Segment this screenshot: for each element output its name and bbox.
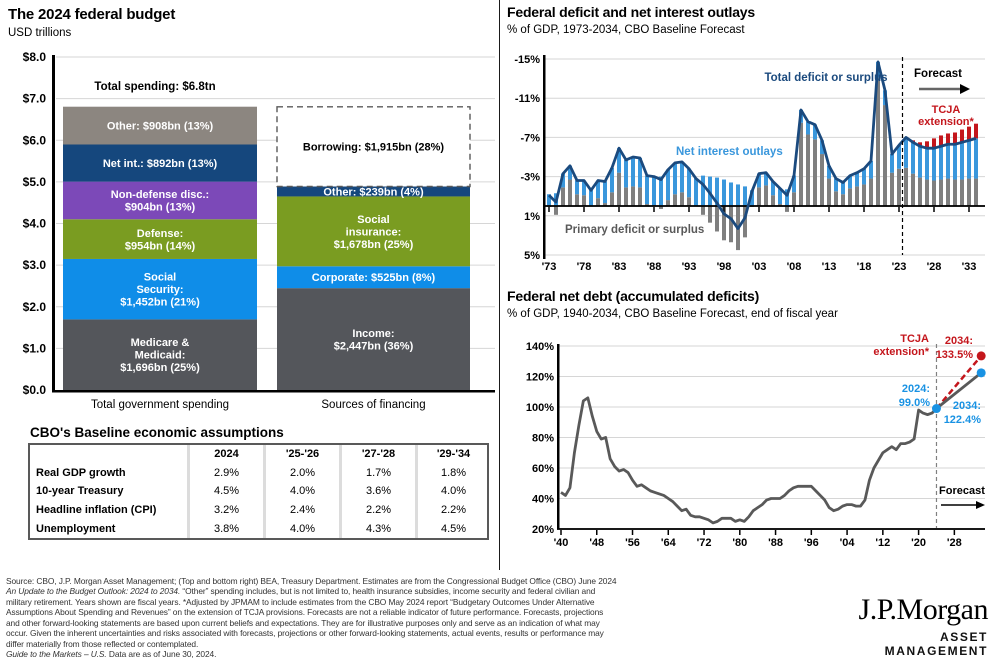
budget-stack-financing <box>277 107 470 390</box>
bar-segment-label: $1,678bn (25%) <box>333 238 414 251</box>
table-header-cell: '27-'28 <box>339 445 415 464</box>
primary-bar <box>813 139 817 206</box>
deficit-chart-subtitle: % of GDP, 1973-2034, CBO Baseline Forecast <box>507 24 745 36</box>
table-value-cell: 2.2% <box>415 501 489 520</box>
source-line: An Update to the Budget Outlook: 2024 to 2034. “Other” spending includes, but is not limited to, health insurance subsidies, income security and federal civilian and <box>6 586 596 597</box>
net-interest-bar <box>694 179 698 206</box>
primary-bar <box>925 180 929 206</box>
bar-segment-label: Other: $239bn (4%) <box>323 186 424 199</box>
axis-tick <box>583 207 585 212</box>
tcja-label: extension* <box>873 346 929 358</box>
bar-segment-label: Medicaid: <box>134 349 186 362</box>
x-tick-label: '78 <box>576 261 592 273</box>
debt-x-axis-labels <box>554 537 962 549</box>
bar-segment-label: Other: $908bn (13%) <box>106 120 214 133</box>
primary-bar <box>946 179 950 206</box>
bar-segment-label: $954bn (14%) <box>124 240 196 253</box>
debt-chart-title: Federal net debt (accumulated deficits) <box>507 288 760 304</box>
x-tick-label: '18 <box>856 261 872 273</box>
net-interest-bar <box>659 177 663 206</box>
primary-bar <box>834 191 838 206</box>
y-tick-label: $2.0 <box>22 299 46 314</box>
axis-tick <box>882 530 884 535</box>
y-tick-label: $8.0 <box>22 50 46 64</box>
total-spending-annotation: Total spending: $6.8tn <box>94 81 216 93</box>
deficit-chart <box>499 46 992 285</box>
data-point-2034-base <box>977 368 986 377</box>
y-tick-label: $1.0 <box>22 341 46 356</box>
y-tick-label: 140% <box>525 341 554 353</box>
assumptions-table <box>28 443 489 540</box>
primary-bar <box>827 179 831 206</box>
y-tick-label: $3.0 <box>22 258 46 273</box>
y-tick-label: -7% <box>520 132 540 145</box>
table-value-cell: 3.6% <box>339 482 415 501</box>
table-value-cell: 1.7% <box>339 464 415 483</box>
x-tick-label: '72 <box>696 537 712 549</box>
primary-bar <box>855 186 859 206</box>
y-tick-label: $7.0 <box>22 91 46 106</box>
x-tick-label: '80 <box>732 537 748 549</box>
source-line: Assumptions About Spending and Revenues” on the extension of TCJA provisions. Forecasts are not a reliable indicator of future performance. Forecasts, projections <box>6 607 604 618</box>
net-interest-bar <box>666 170 670 200</box>
primary-bar <box>932 181 936 206</box>
forecast-label: Forecast <box>939 485 985 497</box>
net-interest-bar <box>736 184 740 206</box>
y-tick-label: 120% <box>525 371 554 384</box>
x-tick-label: '56 <box>625 537 640 549</box>
net-debt-line <box>561 398 936 523</box>
budget-x-axis-labels <box>91 399 426 411</box>
axis-tick <box>596 530 598 535</box>
axis-tick <box>846 530 848 535</box>
deficit-panel-header <box>507 4 755 36</box>
tcja-extension-bar <box>946 133 950 144</box>
y-tick-label: -11% <box>514 93 540 106</box>
primary-bar <box>918 178 922 206</box>
axis-tick <box>668 530 670 535</box>
forecast-arrow-head <box>976 501 985 509</box>
deficit-zero-axis <box>544 205 985 207</box>
table-row-label: 10-year Treasury <box>36 485 124 498</box>
table-value-cell: 4.0% <box>415 482 489 501</box>
data-point-2024 <box>932 404 941 413</box>
jpmorgan-logo <box>834 593 988 658</box>
y-tick-label: 100% <box>525 402 554 414</box>
x-category-label: Sources of financing <box>321 399 426 411</box>
primary-bar <box>883 105 887 206</box>
primary-bar <box>904 168 908 206</box>
primary-bar <box>610 192 614 206</box>
primary-bar <box>967 179 971 206</box>
primary-bar <box>862 184 866 206</box>
deficit-chart-title: Federal deficit and net interest outlays <box>507 4 755 20</box>
assumptions-table-title: CBO's Baseline economic assumptions <box>30 425 284 440</box>
net-interest-bar <box>841 182 845 194</box>
debt-panel-header <box>507 288 838 320</box>
primary-bar <box>596 198 600 206</box>
y-tick-label: -3% <box>520 171 540 184</box>
bar-segment-label: $2,447bn (36%) <box>333 340 414 353</box>
budget-y-axis <box>52 55 55 392</box>
table-row-label: Unemployment <box>36 522 116 535</box>
net-interest-label: Net interest outlays <box>676 146 783 158</box>
x-tick-label: '88 <box>768 537 783 549</box>
net-interest-bar <box>589 190 593 206</box>
axis-tick <box>739 530 741 535</box>
table-value-cell: 3.8% <box>187 519 263 538</box>
net-interest-bar <box>974 138 978 178</box>
total-deficit-label: Total deficit or surplus <box>764 72 888 84</box>
axis-tick <box>548 207 550 212</box>
primary-bar <box>673 194 677 206</box>
primary-bar <box>561 187 565 206</box>
table-value-cell: 4.0% <box>263 519 339 538</box>
deficit-y-axis-labels <box>514 54 540 262</box>
table-value-cell: 2.2% <box>339 501 415 520</box>
primary-bar <box>953 180 957 206</box>
primary-bar <box>869 179 873 206</box>
bar-segment-label: Borrowing: $1,915bn (28%) <box>302 141 445 154</box>
debt-axis-ticks <box>560 530 955 535</box>
axis-tick <box>618 207 620 212</box>
net-interest-bar <box>673 163 677 194</box>
bar-segment-label: Social <box>143 271 177 284</box>
x-tick-label: '23 <box>891 261 907 273</box>
source-line: and other forward-looking statements are based upon current beliefs and expectations. They are for illustrative purposes only and serve as an indication of what may <box>6 617 600 628</box>
axis-tick <box>954 530 956 535</box>
source-line: military retirement. Years shown are fiscal years. *Adjusted by JPMAM to include estimates from the CBO May 2024 report “Budgetary Outcomes Under Alternative <box>6 596 595 607</box>
net-interest-bar <box>925 148 929 179</box>
bar-segment-label: Corporate: $525bn (8%) <box>311 272 436 285</box>
primary-bar <box>638 187 642 206</box>
axis-tick <box>632 530 634 535</box>
primary-bar <box>771 195 775 206</box>
y-tick-label: 20% <box>531 524 554 536</box>
primary-bar <box>568 180 572 206</box>
table-value-cell: 4.3% <box>339 519 415 538</box>
x-tick-label: '28 <box>926 261 942 273</box>
budget-y-axis-labels <box>23 50 47 397</box>
y-tick-label: $6.0 <box>22 133 46 148</box>
net-interest-bar <box>953 144 957 179</box>
net-interest-bar <box>890 154 894 173</box>
x-tick-label: '83 <box>611 261 627 273</box>
table-header-cell: 2024 <box>187 445 263 464</box>
net-interest-bar <box>680 162 684 192</box>
primary-bar <box>911 174 915 206</box>
bar-segment-label: Income: <box>352 327 395 340</box>
primary-bar <box>715 206 719 231</box>
bar-segment-label: Defense: <box>136 227 184 240</box>
net-interest-bar <box>904 137 908 167</box>
callout-2024: 2024: <box>901 383 930 395</box>
primary-bar <box>575 194 579 206</box>
x-tick-label: '88 <box>646 261 662 273</box>
x-tick-label: '08 <box>786 261 802 273</box>
source-line: Guide to the Markets – U.S. Data are as of June 30, 2024. <box>6 649 217 660</box>
net-interest-bar <box>729 182 733 206</box>
primary-bar <box>820 154 824 206</box>
x-tick-label: '20 <box>911 537 927 549</box>
primary-bar <box>939 180 943 206</box>
source-text <box>6 576 834 660</box>
primary-bar <box>848 188 852 206</box>
net-interest-bar <box>652 177 656 205</box>
primary-bar <box>974 179 978 206</box>
axis-tick <box>918 530 920 535</box>
primary-bar <box>729 206 733 242</box>
x-tick-label: '04 <box>839 537 855 549</box>
primary-bar <box>582 195 586 206</box>
table-row-label: Headline inflation (CPI) <box>36 504 157 517</box>
x-tick-label: '48 <box>589 537 605 549</box>
net-interest-bar <box>939 146 943 179</box>
primary-bar <box>631 186 635 206</box>
y-tick-label: 5% <box>524 250 540 262</box>
y-tick-label: $4.0 <box>22 216 46 231</box>
source-line: Source: CBO, J.P. Morgan Asset Management; (Top and bottom right) BEA, Treasury Department. Estimates are from the Congressional Budget Office (CBO) June 2024 <box>6 576 617 586</box>
deficit-axis-ticks <box>548 207 970 212</box>
debt-y-axis <box>557 344 560 529</box>
tcja-extension-bar <box>974 124 978 139</box>
budget-chart-title: The 2024 federal budget <box>8 6 176 23</box>
y-tick-label: $0.0 <box>22 383 46 397</box>
source-line: differ materially from those reflected or contemplated. <box>6 638 199 649</box>
bar-segment-label: Non-defense disc.: <box>110 189 210 202</box>
bar-segment-label: Social <box>357 213 390 226</box>
y-tick-label: -15% <box>514 54 540 66</box>
primary-bar <box>687 197 691 206</box>
bar-segment-label: $904bn (13%) <box>124 201 196 214</box>
bar-segment-label: insurance: <box>345 226 402 239</box>
table-value-cell: 4.0% <box>263 482 339 501</box>
primary-bar <box>792 192 796 206</box>
debt-y-axis-labels <box>526 341 554 536</box>
tcja-label: TCJA <box>931 104 961 116</box>
primary-deficit-label: Primary deficit or surplus <box>565 224 705 236</box>
bar-segment-label: Net int.: $892bn (13%) <box>102 158 218 171</box>
primary-bar <box>680 192 684 206</box>
net-interest-bar <box>918 146 922 177</box>
tcja-label: extension* <box>918 116 974 128</box>
net-interest-bar <box>722 180 726 206</box>
net-interest-bar <box>624 160 628 187</box>
jpmorgan-logo-name: J.P.Morgan <box>858 593 988 626</box>
net-interest-bar <box>631 157 635 186</box>
x-tick-label: '93 <box>681 261 697 273</box>
axis-tick <box>968 207 970 212</box>
x-tick-label: '73 <box>541 261 557 273</box>
x-tick-label: '98 <box>716 261 732 273</box>
primary-bar <box>806 134 810 206</box>
axis-tick <box>758 207 760 212</box>
table-row-label: Real GDP growth <box>36 466 126 479</box>
data-point-2034-tcja <box>977 351 986 360</box>
primary-bar <box>554 206 558 215</box>
tcja-extension-bar <box>967 127 971 141</box>
bar-segment-label: $1,452bn (21%) <box>120 296 200 309</box>
budget-stack-spending <box>63 107 257 390</box>
table-value-cell: 4.5% <box>415 519 489 538</box>
callout-2034-base: 2034: <box>952 400 981 412</box>
table-value-cell: 3.2% <box>187 501 263 520</box>
table-header-cell: '29-'34 <box>415 445 489 464</box>
budget-x-axis <box>52 390 495 393</box>
net-debt-chart <box>499 328 992 570</box>
forecast-arrow-head <box>960 84 970 94</box>
y-tick-label: 80% <box>531 432 554 445</box>
axis-tick <box>775 530 777 535</box>
x-tick-label: '13 <box>821 261 837 273</box>
table-value-cell: 2.4% <box>263 501 339 520</box>
axis-tick <box>933 207 935 212</box>
budget-chart <box>0 42 499 425</box>
primary-bar <box>897 169 901 206</box>
x-tick-label: '28 <box>946 537 962 549</box>
y-tick-label: $5.0 <box>22 174 46 189</box>
net-interest-bar <box>645 176 649 204</box>
table-value-cell: 4.5% <box>187 482 263 501</box>
net-interest-bar <box>743 186 747 206</box>
callout-2024: 99.0% <box>898 397 930 409</box>
primary-bar <box>764 185 768 206</box>
table-value-cell: 2.0% <box>263 464 339 483</box>
primary-bar <box>890 173 894 206</box>
source-line: occur. Given the inherent uncertainties and risks associated with forecasts, projections or other forward-looking statements, actual events, results or performance may <box>6 628 604 639</box>
budget-panel-header <box>8 6 175 39</box>
primary-bar <box>701 206 705 215</box>
tcja-label: TCJA <box>900 333 929 345</box>
axis-tick <box>688 207 690 212</box>
x-tick-label: '40 <box>553 537 569 549</box>
bar-segment-label: Security: <box>136 284 184 297</box>
axis-tick <box>898 207 900 212</box>
net-interest-bar <box>967 140 971 178</box>
debt-gridlines <box>559 346 985 499</box>
x-tick-label: '64 <box>660 537 676 549</box>
primary-bar <box>624 187 628 206</box>
x-tick-label: '03 <box>751 261 767 273</box>
deficit-x-axis-labels <box>542 261 977 273</box>
axis-tick <box>811 530 813 535</box>
net-interest-bar <box>960 142 964 179</box>
callout-2034-tcja: 133.5% <box>935 349 973 361</box>
axis-tick <box>703 530 705 535</box>
deficit-y-axis <box>543 55 546 259</box>
forecast-label: Forecast <box>914 68 962 80</box>
jpmorgan-logo-tagline: ASSET MANAGEMENT <box>884 630 988 658</box>
axis-tick <box>863 207 865 212</box>
bar-segment-label: $1,696bn (25%) <box>120 362 200 375</box>
y-tick-label: 40% <box>531 493 554 506</box>
net-interest-bar <box>701 176 705 206</box>
net-interest-bar <box>911 142 915 173</box>
primary-bar <box>617 173 621 206</box>
x-tick-label: '96 <box>803 537 819 549</box>
net-interest-bar <box>603 182 607 204</box>
tcja-extension-bar <box>960 130 964 143</box>
bar-segment-label: Medicare & <box>130 337 190 350</box>
table-value-cell: 2.9% <box>187 464 263 483</box>
axis-tick <box>560 530 562 535</box>
axis-tick <box>793 207 795 212</box>
debt-x-axis <box>557 528 985 530</box>
primary-bar <box>960 180 964 206</box>
net-interest-bar <box>575 181 579 195</box>
primary-bar <box>708 206 712 223</box>
table-header-cell: '25-'26 <box>263 445 339 464</box>
budget-chart-subtitle: USD trillions <box>8 27 72 39</box>
table-value-cell: 1.8% <box>415 464 489 483</box>
y-tick-label: 60% <box>531 463 554 475</box>
primary-bar <box>757 187 761 206</box>
callout-2034-base: 122.4% <box>943 414 981 426</box>
axis-tick <box>828 207 830 212</box>
axis-tick <box>653 207 655 212</box>
x-tick-label: '12 <box>875 537 891 549</box>
x-category-label: Total government spending <box>90 399 230 411</box>
callout-2034-tcja: 2034: <box>944 335 973 347</box>
primary-bar <box>841 194 845 206</box>
table-header-cell <box>30 445 187 464</box>
debt-chart-subtitle: % of GDP, 1940-2034, CBO Baseline Forecast, end of fiscal year <box>507 308 838 320</box>
net-interest-bar <box>932 148 936 180</box>
net-interest-bar <box>946 144 950 178</box>
y-tick-label: 1% <box>524 210 540 223</box>
x-tick-label: '33 <box>961 261 977 273</box>
